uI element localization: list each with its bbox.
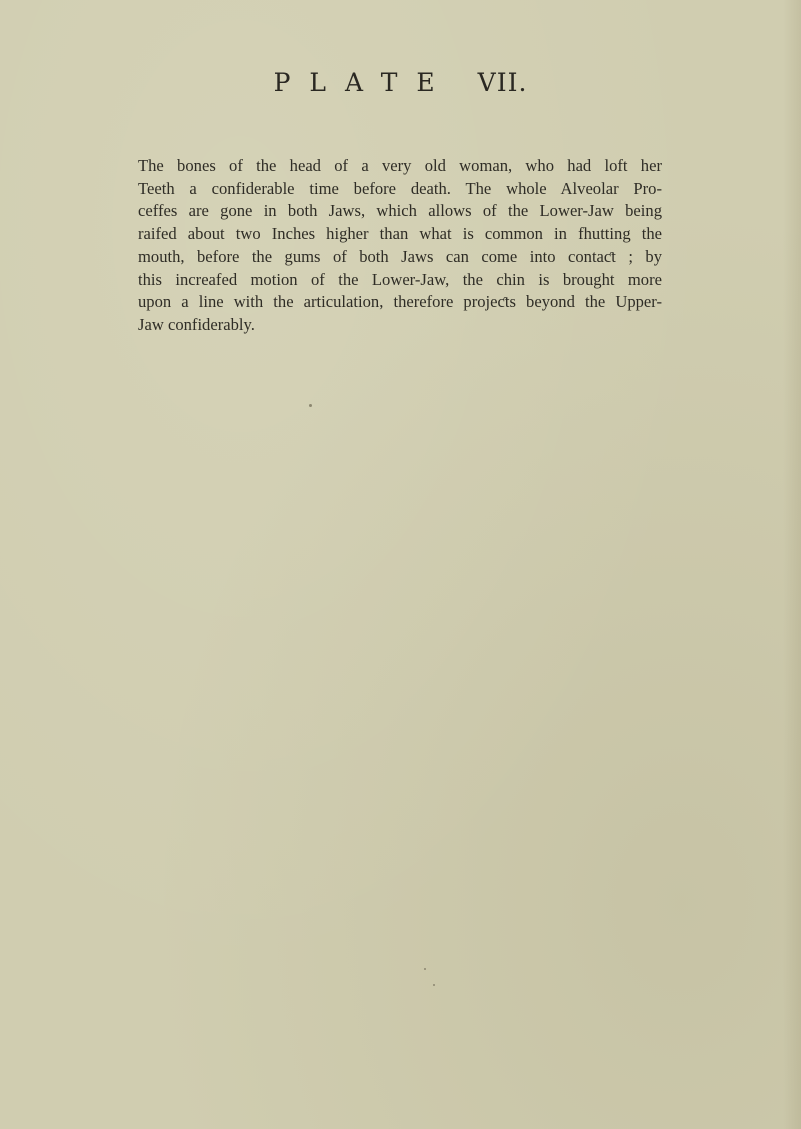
plate-heading [0, 68, 801, 97]
plate-numeral: VII. [477, 68, 528, 97]
paper-speck [433, 984, 435, 986]
paragraph-line: Teeth a confiderable time before death. The whole Alveolar Pro- [138, 178, 662, 198]
page-edge-shadow [783, 0, 801, 1129]
paragraph-line: this increafed motion of the Lower-Jaw, the chin is brought more [138, 269, 662, 289]
paragraph-line: Jaw confiderably. [138, 314, 255, 334]
plate-word: PLATE [273, 68, 454, 97]
paper-speck [309, 404, 312, 407]
paragraph-line: raifed about two Inches higher than what is common in fhutting the [138, 224, 662, 244]
paragraph-line: The bones of the head of a very old woman, who had loft her [138, 156, 662, 175]
paper-speck [424, 968, 426, 970]
paragraph-line: upon a line with the articulation, therefore projeƈts beyond the Upper- [138, 292, 662, 312]
paragraph-line: ceffes are gone in both Jaws, which allows of the Lower-Jaw being [138, 201, 662, 221]
paragraph-line: mouth, before the gums of both Jaws can come into contaƈt ; by [138, 246, 662, 266]
